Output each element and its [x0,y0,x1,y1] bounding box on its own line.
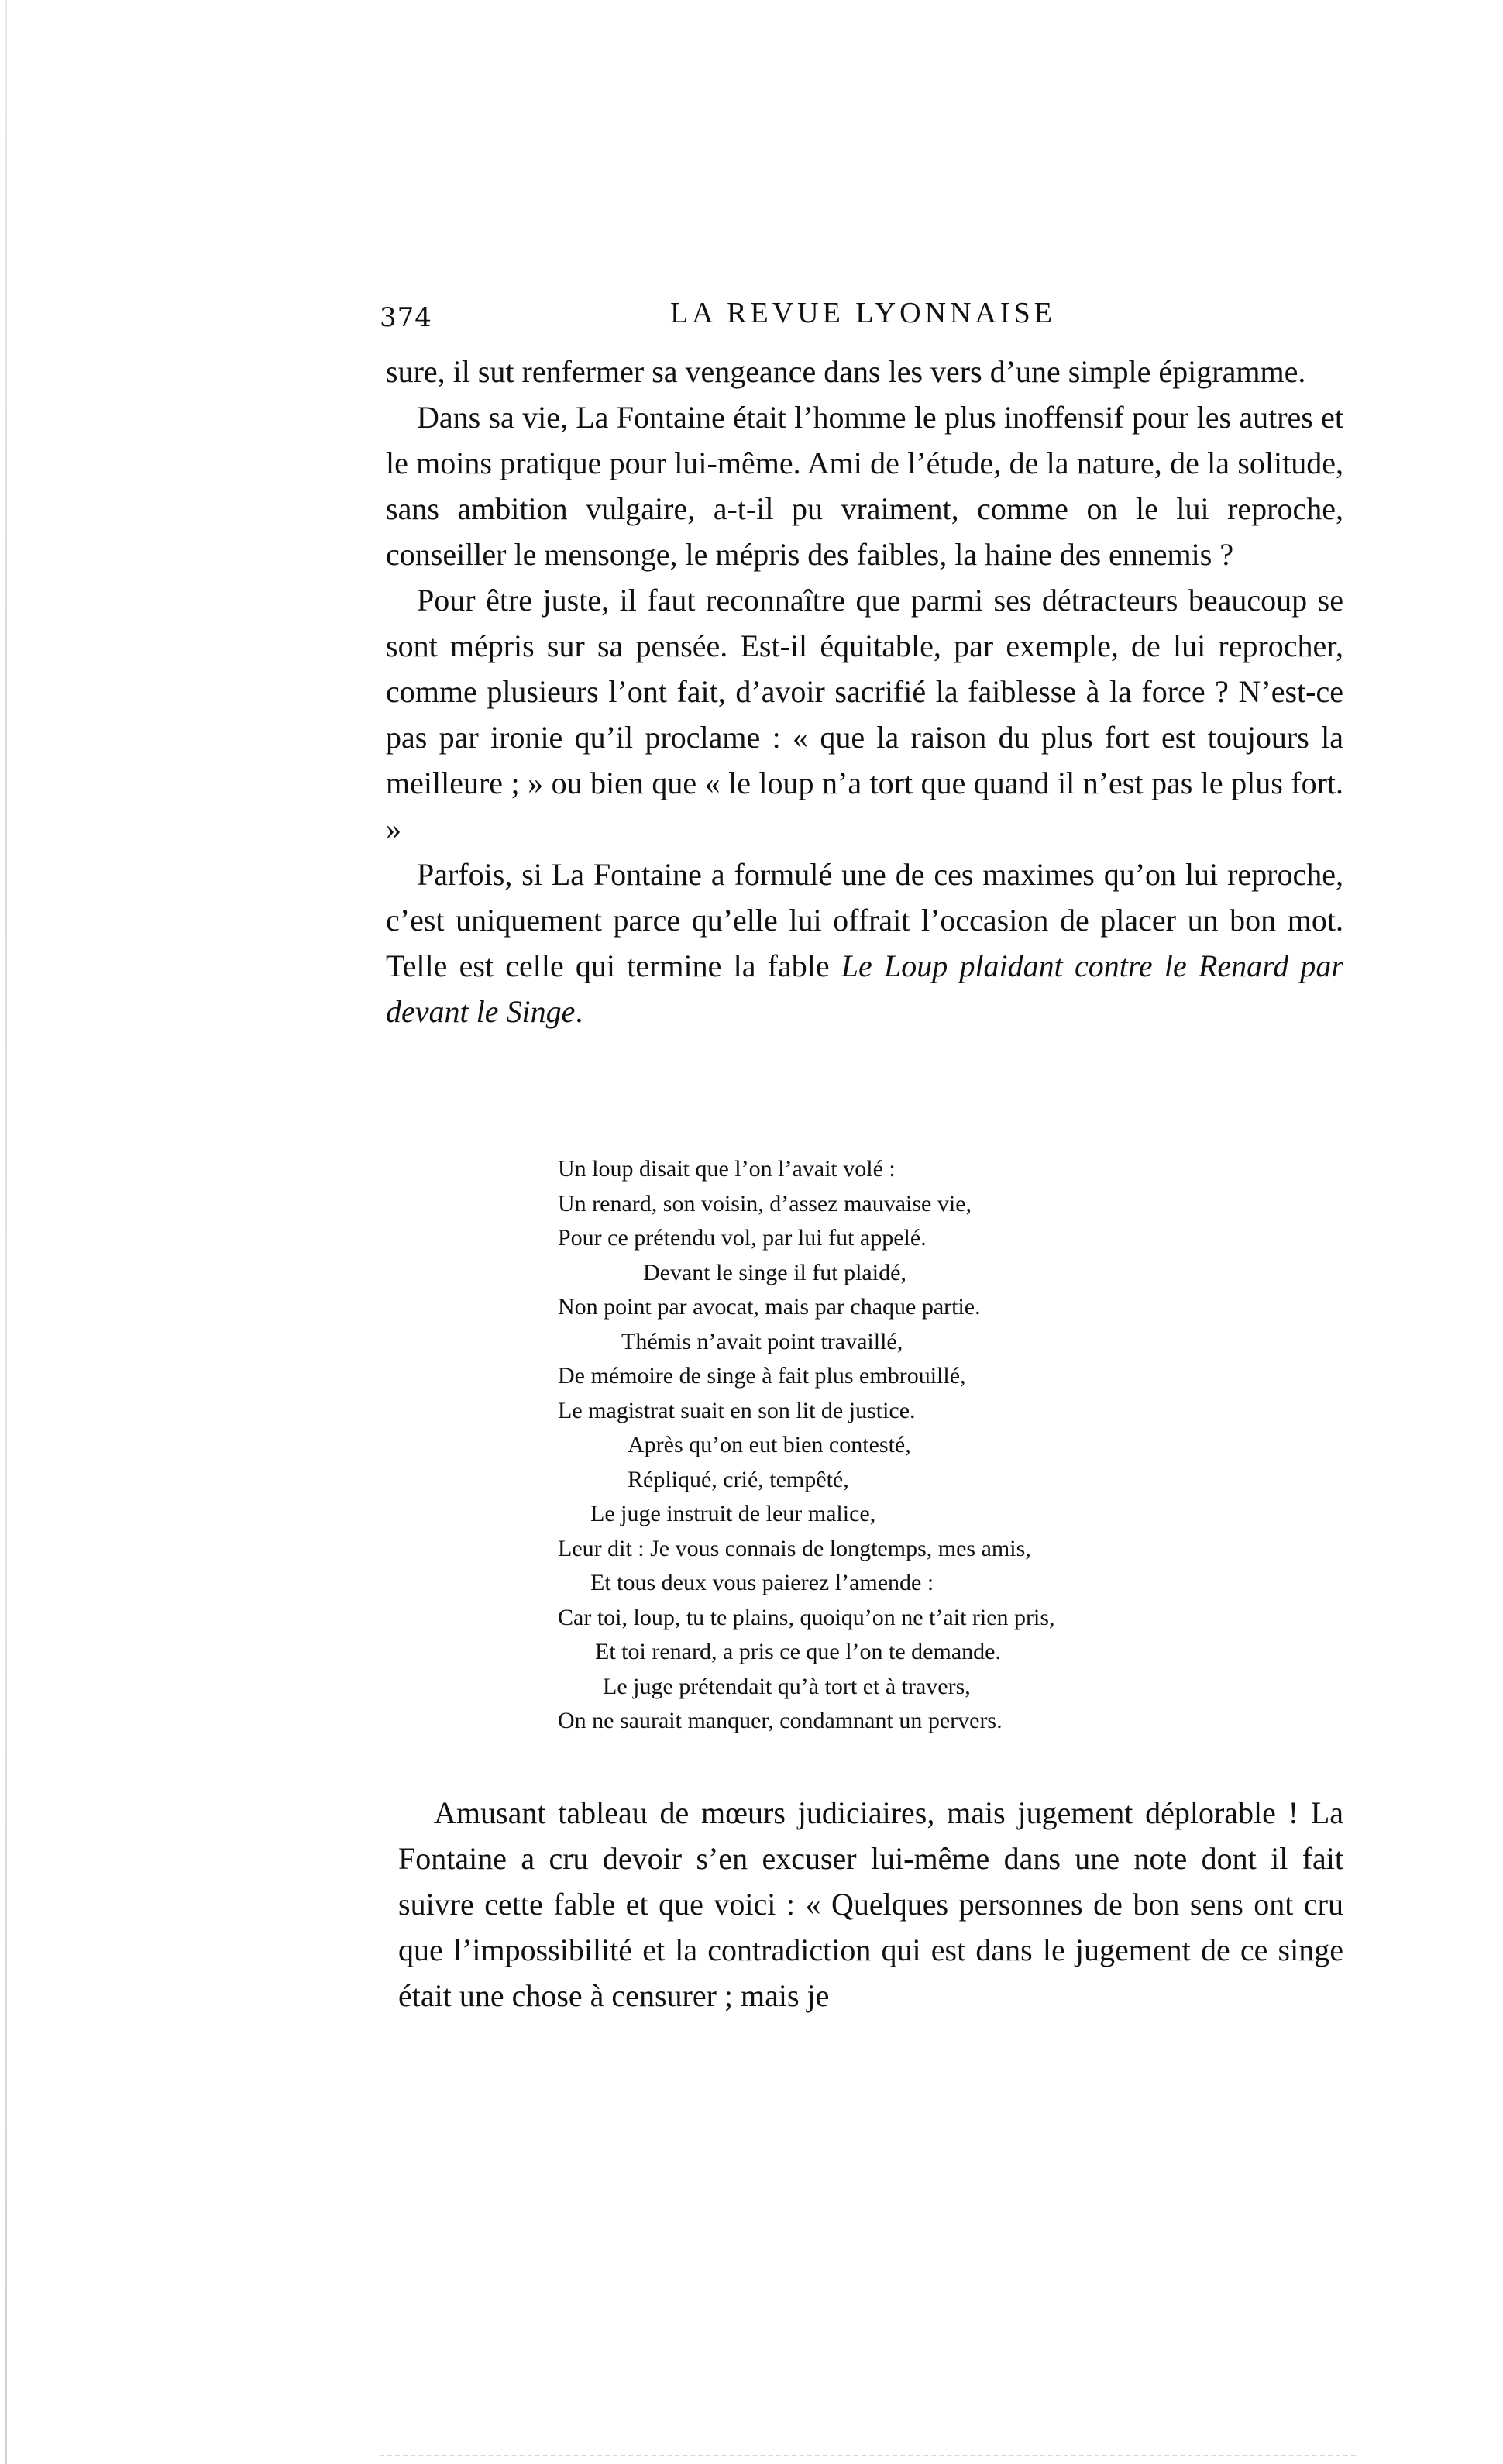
verse-line-3: Pour ce prétendu vol, par lui fut appelé. [558,1225,927,1251]
verse-line-7: De mémoire de singe à fait plus embrouillé, [558,1363,966,1389]
paragraph-4-text: Parfois, si La Fontaine a formulé une de ces maximes qu’on lui reproche, c’est uniquement parce qu’elle lui offrait l’occasion de placer un bon mot. Telle est celle qui termine la fable [386,857,1343,983]
body-text [386,349,1343,1034]
running-title: LA REVUE LYONNAISE [670,297,1056,329]
paragraph-3: Pour être juste, il faut reconnaître que parmi ses détracteurs beaucoup se sont mépris sur sa pensée. Est-il équitable, par exemple, de lui reprocher, comme plusieurs l’ont fait, d’avoir sacrifié la faiblesse à la force ? N’est-ce pas par ironie qu’il proclame : « que la raison du plus fort est toujours la meilleure ; » ou bien que « le loup n’a tort que quand il n’est pas le plus fort. » [386,583,1343,846]
fable-title: Le Loup plaidant contre le Renard par devant le Singe [386,948,1343,1029]
verse-line-11: Le juge instruit de leur malice, [590,1501,876,1526]
verse-line-4: Devant le singe il fut plaidé, [643,1259,906,1285]
paragraph-4 [386,852,1343,1034]
verse-line-5: Non point par avocat, mais par chaque partie. [558,1294,981,1320]
verse-line-12: Leur dit : Je vous connais de longtemps, mes amis, [558,1535,1031,1561]
verse-line-17: On ne saurait manquer, condamnant un pervers. [558,1708,1003,1733]
verse-line-6: Thémis n’avait point travaillé, [621,1328,903,1354]
paragraph-4-end: . [575,994,583,1029]
verse-line-9: Après qu’on eut bien contesté, [628,1432,911,1457]
verse-line-15: Et toi renard, a pris ce que l’on te demande. [595,1639,1001,1664]
verse-line-16: Le juge prétendait qu’à tort et à travers, [603,1673,971,1699]
closing-text [398,1790,1343,2018]
verse-line-1: Un loup disait que l’on l’avait volé : [558,1156,896,1182]
verse-line-10: Répliqué, crié, tempêté, [628,1466,849,1492]
verse-line-2: Un renard, son voisin, d’assez mauvaise vie, [558,1190,972,1217]
verse-line-8: Le magistrat suait en son lit de justice. [558,1397,916,1423]
verse-line-14: Car toi, loup, tu te plains, quoiqu’on ne t’ait rien pris, [558,1604,1055,1630]
verse-line-13: Et tous deux vous paierez l’amende : [590,1570,934,1595]
page-number: 374 [380,302,432,333]
paragraph-2: Dans sa vie, La Fontaine était l’homme le plus inoffensif pour les autres et le moins pratique pour lui-même. Ami de l’étude, de la nature, de la solitude, sans ambition vulgaire, a-t-il pu vraiment, comme on le lui reproche, conseiller le mensonge, le mépris des faibles, la haine des ennemis ? [386,400,1343,572]
fable-verse [558,1152,1224,1739]
paragraph-1: sure, il sut renfermer sa vengeance dans les vers d’une simple épigramme. [386,354,1306,389]
page-bottom-edge [380,2455,1356,2458]
page-header [380,296,1347,342]
closing-paragraph: Amusant tableau de mœurs judiciaires, mais jugement déplorable ! La Fontaine a cru devoir s’en excuser lui-même dans une note dont il fait suivre cette fable et que voici : « Quelques personnes de bon sens ont cru que l’impossibilité et la contradiction qui est dans le jugement de ce singe était une chose à censurer ; mais je [398,1795,1343,2013]
page-binding-edge [5,0,7,2464]
